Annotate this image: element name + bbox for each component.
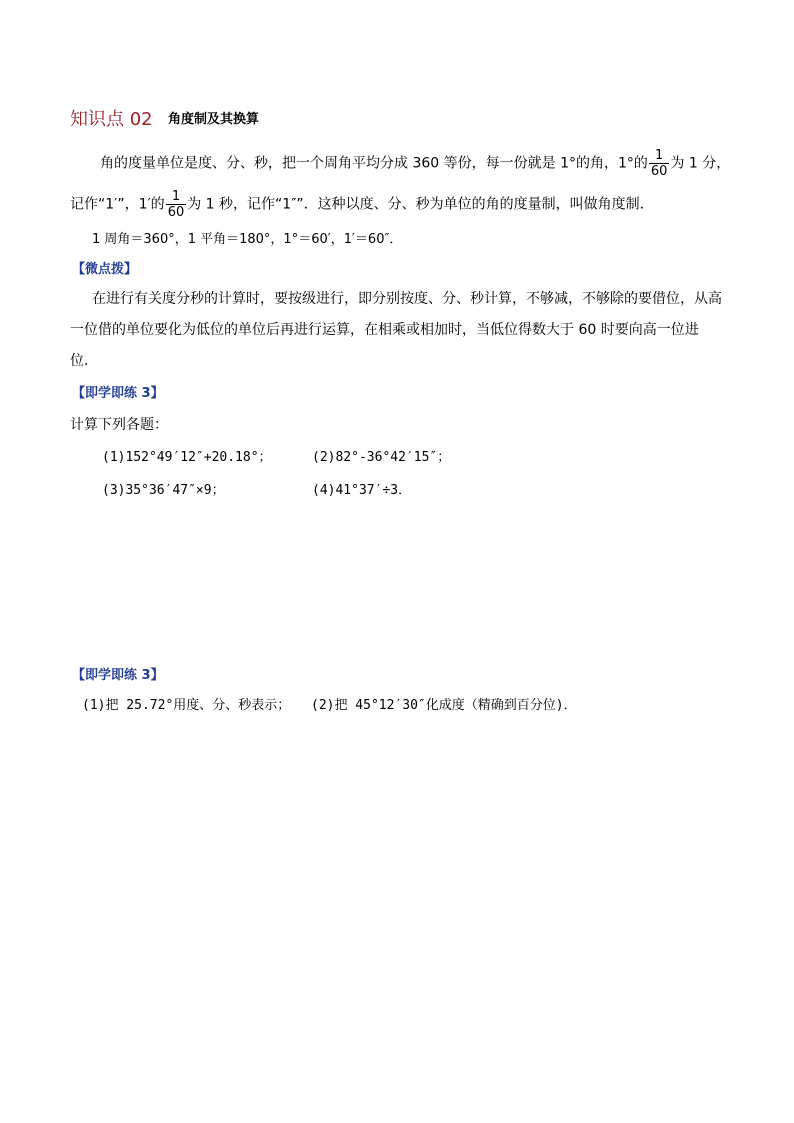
tip-line-3: 位．: [70, 353, 98, 369]
section-title: 角度制及其换算: [168, 112, 260, 127]
exercise-1-problem-2: (2)82°-36°42′15″；: [312, 450, 451, 465]
fraction-denominator: 60: [167, 205, 185, 220]
exercise-2-problem-2: (2)把 45°12′30″化成度（精确到百分位)．: [311, 698, 577, 713]
tip-heading: 【微点拨】: [72, 262, 138, 277]
exercise-1-heading: 【即学即练 3】: [72, 386, 164, 401]
tip-line-2: 一位借的单位要化为低位的单位后再进行运算，在相乘或相加时，当低位得数大于 60 时要向高一位进: [70, 322, 699, 338]
exercise-1-intro: 计算下列各题：: [70, 417, 168, 433]
fraction-denominator: 60: [650, 164, 668, 179]
exercise-1-problem-3: (3)35°36′47″×9；: [102, 483, 225, 498]
exercise-2-heading: 【即学即练 3】: [72, 668, 164, 683]
section-number: 知识点 02: [70, 109, 153, 130]
fraction-one-sixtieth: [649, 148, 670, 179]
exercise-1-problem-4: (4)41°37′÷3．: [312, 483, 412, 498]
intro-line-1-text: 角的度量单位是度、分、秒，把一个周角平均分成 360 等份，每一份就是 1°的角，1°的: [100, 155, 648, 172]
fraction-numerator: 1: [655, 148, 664, 163]
exercise-1-problem-1: (1)152°49′12″+20.18°；: [102, 450, 272, 465]
intro-line-1: [100, 148, 730, 179]
intro-line-2: [70, 189, 654, 220]
fraction-one-sixtieth: [166, 189, 187, 220]
tip-line-1: 在进行有关度分秒的计算时，要按级进行，即分别按度、分、秒计算，不够减，不够除的要借位，从高: [92, 291, 722, 307]
intro-line-2-tail: 为 1 秒，记作“1″”．这种以度、分、秒为单位的角的度量制，叫做角度制．: [187, 196, 654, 213]
intro-line-3: 1 周角＝360°，1 平角＝180°，1°＝60′，1′＝60″．: [92, 232, 403, 247]
intro-line-1-tail: 为 1 分，: [670, 155, 731, 172]
intro-line-2-text: 记作“1′”，1′的: [70, 196, 165, 213]
fraction-numerator: 1: [171, 189, 181, 204]
exercise-2-problem-1: (1)把 25.72°用度、分、秒表示；: [82, 698, 291, 713]
